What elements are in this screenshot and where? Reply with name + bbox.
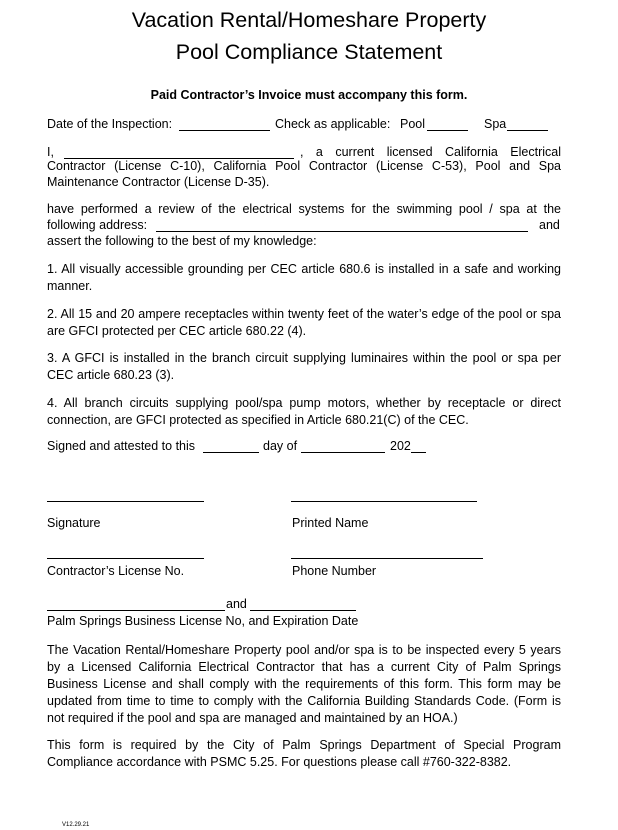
form-title-line1: Vacation Rental/Homeshare Property [131,8,487,32]
item-1: 1. All visually accessible grounding per CEC article 680.6 is installed in a safe and working manner. [47,262,561,293]
certify-line2: Contractor (License C-10), California Pool Contractor (License C-53), Pool and Spa [47,159,561,173]
attest-day-of: day of [263,439,298,453]
certify-lead: I, [47,145,54,159]
certify-line1-rest: , a current licensed California Electrical [300,145,561,159]
business-license-field[interactable] [47,610,225,611]
review-and-label: and [539,218,560,232]
signature-label: Signature [47,516,101,530]
business-and-label: and [226,597,247,611]
form-title-line2: Pool Compliance Statement [175,40,443,64]
spa-label: Spa [484,117,507,131]
printed-name-label: Printed Name [292,516,369,530]
license-no-field[interactable] [47,558,204,559]
inspection-date-field[interactable] [179,130,270,131]
item-4: 4. All branch circuits supplying pool/spa pump motors, whether by receptacle or direct connection, are GFCI protected as specified in Article 680.21(C) of the CEC. [47,396,561,427]
spa-check-field[interactable] [507,130,548,131]
review-line1: have performed a review of the electrical systems for the swimming pool / spa at the [47,202,561,216]
attest-day-field[interactable] [203,452,259,453]
phone-label: Phone Number [292,564,377,578]
attest-month-field[interactable] [301,452,385,453]
license-no-label: Contractor’s License No. [47,564,185,578]
address-label: following address: [47,218,148,232]
certify-line3: Maintenance Contractor (License D-35). [47,175,270,189]
check-applicable-label: Check as applicable: [275,117,391,131]
printed-name-field[interactable] [291,501,477,502]
expiration-date-field[interactable] [250,610,356,611]
attest-year-field[interactable] [411,452,426,453]
pool-label: Pool [400,117,426,131]
phone-field[interactable] [291,558,483,559]
footer-paragraph-2: This form is required by the City of Palm Springs Department of Special Program Compliance accordance with PSMC 5.25. For questions please call #760-322-8382. [47,738,561,769]
attest-prefix: Signed and attested to this [47,439,196,453]
signature-field[interactable] [47,501,204,502]
attest-year-prefix: 202 [390,439,411,453]
invoice-notice: Paid Contractor’s Invoice must accompany this form. [150,88,468,102]
business-license-label: Palm Springs Business License No, and Expiration Date [47,614,359,628]
inspection-date-label: Date of the Inspection: [47,117,173,131]
version-label: V12.29.21 [62,822,90,828]
footer-paragraph-1: The Vacation Rental/Homeshare Property pool and/or spa is to be inspected every 5 years by a Licensed California Electrical Contractor that has a current City of Palm Springs Business License and shall comply with the requirements of this form. This form may be updated from time to time to comply with the California Building Standards Code. (Form is not required if the pool and spa are managed and maintained by an HOA.) [47,643,561,725]
item-2: 2. All 15 and 20 ampere receptacles within twenty feet of the water’s edge of the pool or spa are GFCI protected per CEC article 680.22 (4). [47,307,561,338]
review-line3: assert the following to the best of my knowledge: [47,234,317,248]
address-field[interactable] [156,231,528,232]
item-3: 3. A GFCI is installed in the branch circuit supplying luminaires within the pool or spa per CEC article 680.23 (3). [47,351,561,382]
pool-check-field[interactable] [427,130,468,131]
